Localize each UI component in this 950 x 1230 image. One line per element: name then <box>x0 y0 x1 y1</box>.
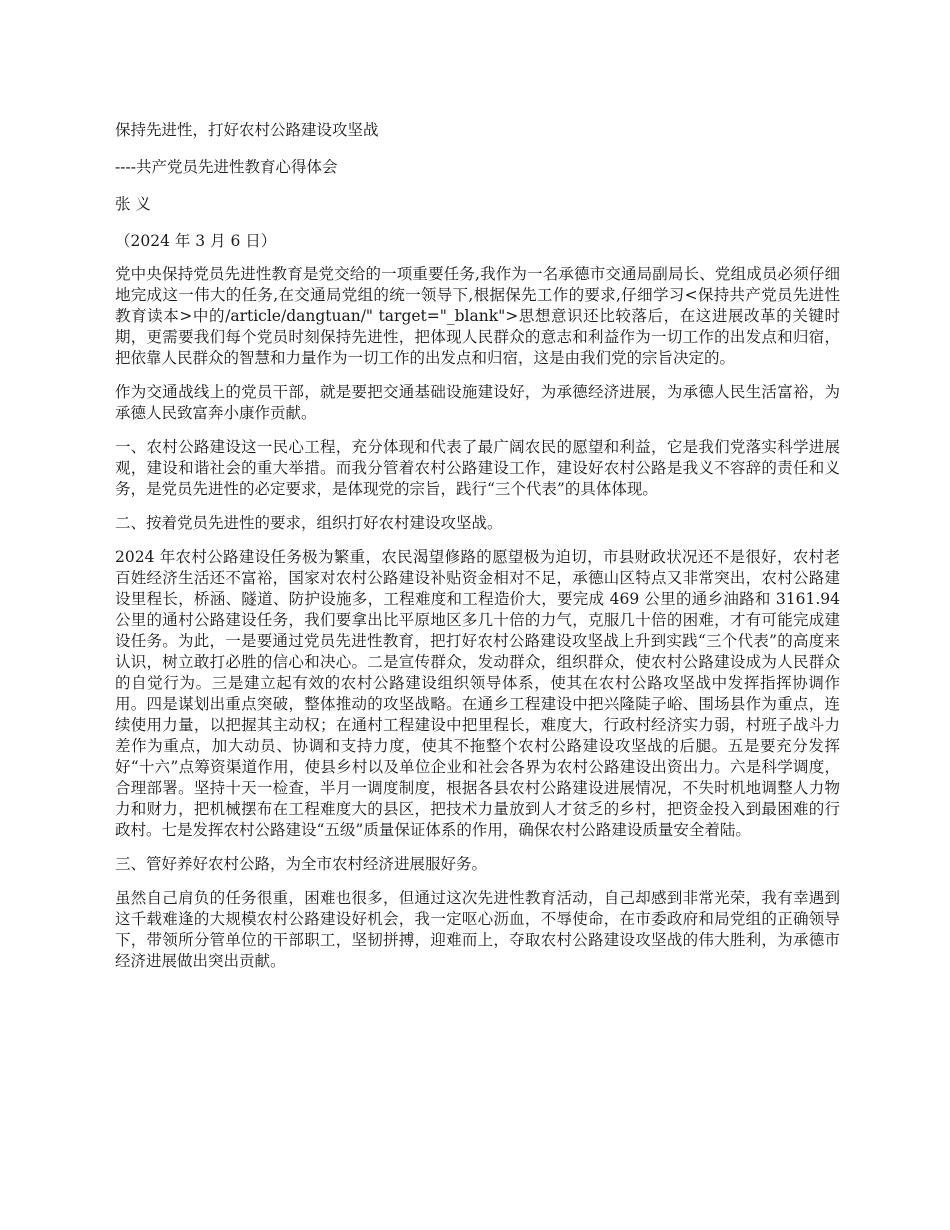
paragraph: 一、农村公路建设这一民心工程，充分体现和代表了最广阔农民的愿望和利益，它是我们党落实科学进展观，建设和谐社会的重大举措。而我分管着农村公路建设工作，建设好农村公路是我义不容辞的责任和义务，是党员先进性的必定要求，是体现党的宗旨，践行“三个代表”的具体体现。 <box>115 438 840 498</box>
document-page <box>115 120 840 985</box>
section-heading: 三、管好养好农村公路，为全市农村经济进展服好务。 <box>115 855 488 873</box>
author-name: 张 义 <box>115 195 151 213</box>
paragraph: 党中央保持党员先进性教育是党交给的一项重要任务,我作为一名承德市交通局副局长、党组成员必须仔细地完成这一伟大的任务,在交通局党组的统一领导下,根据保先工作的要求,仔细学习<保持共产党员先进性教育读本>中的/article/dangtuan/" target="_blank">思想意识还比较落后，在这进展改革的关键时期，更需要我们每个党员时刻保持先进性，把体现人民群众的意志和利益作为一切工作的出发点和归宿，把依靠人民群众的智慧和力量作为一切工作的出发点和归宿，这是由我们党的宗旨决定的。 <box>115 265 840 367</box>
document-subtitle: ----共产党员先进性教育心得体会 <box>115 158 338 176</box>
document-date: （2024 年 3 月 6 日） <box>115 232 277 250</box>
paragraph: 2024 年农村公路建设任务极为繁重，农民渴望修路的愿望极为迫切，市县财政状况还不是很好，农村老百姓经济生活还不富裕，国家对农村公路建设补贴资金相对不足，承德山区特点又非常突出，农村公路建设里程长，桥涵、隧道、防护设施多，工程难度和工程造价大，要完成 469 公里的通乡油路和 3161.94 公里的通村公路建设任务，我们要拿出比平原地区多几十倍的力气，克服几十倍的困难，才有可能完成建设任务。为此，一是要通过党员先进性教育，把打好农村公路建设攻坚战上升到实践“三个代表”的高度来认识，树立敢打必胜的信心和决心。二是宣传群众，发动群众，组织群众，使农村公路建设成为人民群众的自觉行为。三是建立起有效的农村公路建设组织领导体系，使其在农村公路攻坚战中发挥指挥协调作用。四是谋划出重点突破，整体推动的攻坚战略。在通乡工程建设中把兴隆陡子峪、围场县作为重点，连续使用力量，以把握其主动权；在通村工程建设中把里程长，难度大，行政村经济实力弱，村班子战斗力差作为重点，加大动员、协调和支持力度，使其不拖整个农村公路建设攻坚战的后腿。五是要充分发挥好“十六”点筹资渠道作用，使县乡村以及单位企业和社会各界为农村公路建设出资出力。六是科学调度，合理部署。坚持十天一检查，半月一调度制度，根据各县农村公路建设进展情况，不失时机地调整人力物力和财力，把机械摆布在工程难度大的县区，把技术力量放到人才贫乏的乡村，把资金投入到最困难的行政村。七是发挥农村公路建设“五级”质量保证体系的作用，确保农村公路建设质量安全着陆。 <box>115 548 840 839</box>
section-heading: 二、按着党员先进性的要求，组织打好农村建设攻坚战。 <box>115 514 503 532</box>
document-title: 保持先进性，打好农村公路建设攻坚战 <box>115 121 379 139</box>
paragraph: 作为交通战线上的党员干部，就是要把交通基础设施建设好，为承德经济进展，为承德人民生活富裕，为承德人民致富奔小康作贡献。 <box>115 383 840 422</box>
paragraph: 虽然自己肩负的任务很重，困难也很多，但通过这次先进性教育活动，自己却感到非常光荣，我有幸遇到这千载难逢的大规模农村公路建设好机会，我一定呕心沥血，不辱使命，在市委政府和局党组的正确领导下，带领所分管单位的干部职工，坚韧拼搏，迎难而上，夺取农村公路建设攻坚战的伟大胜利，为承德市经济进展做出突出贡献。 <box>115 889 840 970</box>
